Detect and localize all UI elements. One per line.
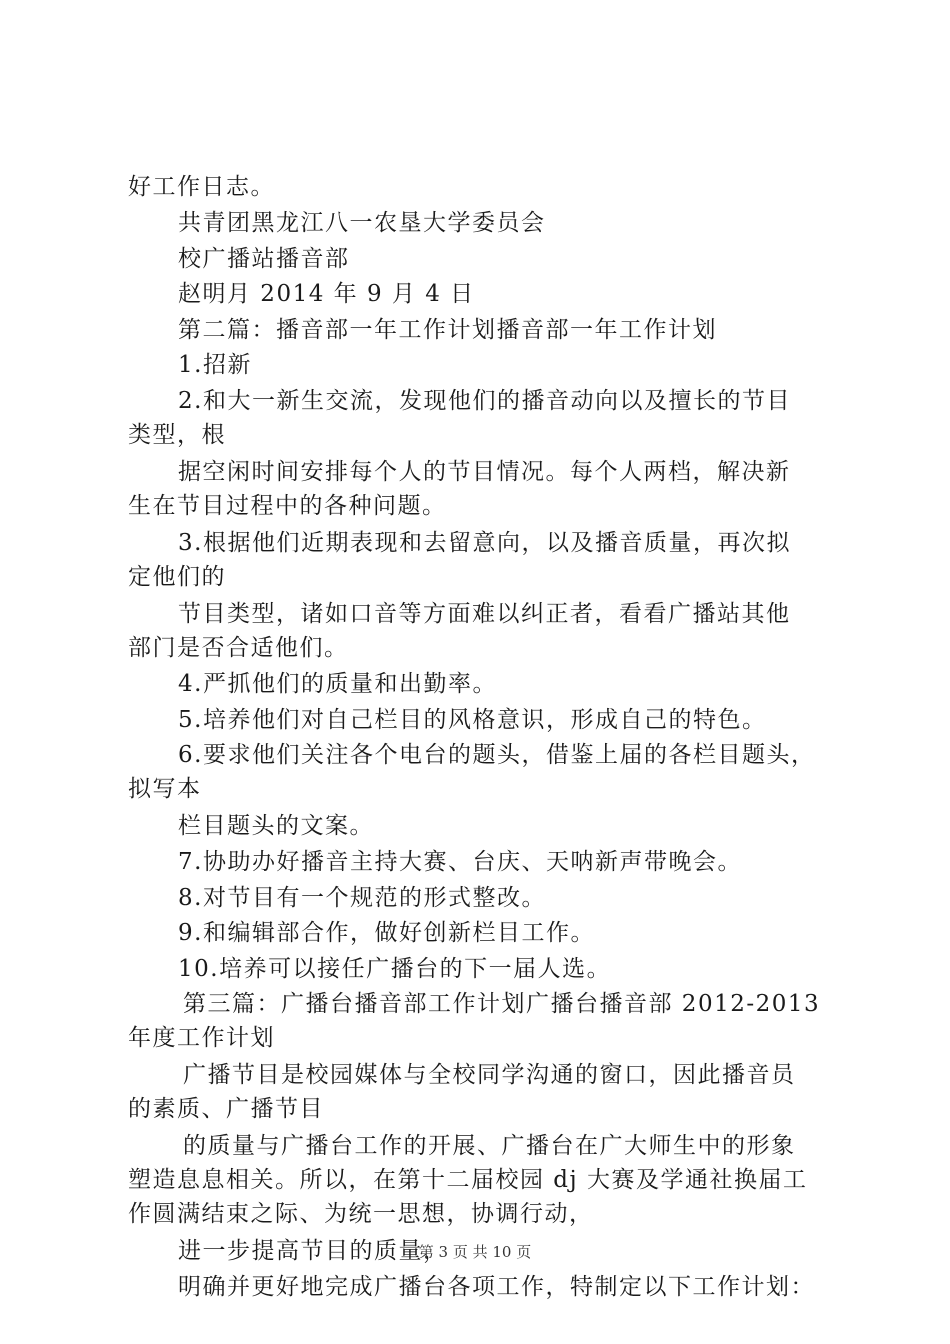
text-line: 3.根据他们近期表现和去留意向，以及播音质量，再次拟 [178,530,791,556]
text-line: 节目类型，诸如口音等方面难以纠正者，看看广播站其他 [178,601,791,627]
text-line: 1.招新 [178,352,252,378]
text-line: 赵明月 2014 年 9 月 4 日 [178,281,475,307]
text-line: 好工作日志。 [128,174,275,200]
text-line: 据空闲时间安排每个人的节目情况。每个人两档，解决新 [178,459,791,485]
text-line: 7.协助办好播音主持大赛、台庆、天呐新声带晚会。 [178,849,742,875]
text-line: 校广播站播音部 [178,246,350,272]
text-line: 4.严抓他们的质量和出勤率。 [178,671,497,697]
text-line: 栏目题头的文案。 [178,813,374,839]
text-line: 的质量与广播台工作的开展、广播台在广大师生中的形象 [183,1133,796,1159]
text-line: 共青团黑龙江八一农垦大学委员会 [178,210,546,236]
text-line: 的素质、广播节目 [128,1096,324,1122]
text-line: 类型，根 [128,422,226,448]
page-number-footer: 第 3 页 共 10 页 [418,1243,532,1261]
section-heading: 第三篇：广播台播音部工作计划广播台播音部 2012-2013 [183,991,821,1017]
text-line: 年度工作计划 [128,1025,275,1051]
text-line: 10.培养可以接任广播台的下一届人选。 [178,956,612,982]
text-line: 拟写本 [128,776,202,802]
text-line: 进一步提高节目的质量， [178,1238,448,1264]
text-line: 2.和大一新生交流，发现他们的播音动向以及擅长的节目 [178,388,791,414]
text-line: 6.要求他们关注各个电台的题头，借鉴上届的各栏目题头， [178,742,816,768]
text-line: 明确并更好地完成广播台各项工作，特制定以下工作计划： [178,1274,815,1300]
text-line: 8.对节目有一个规范的形式整改。 [178,885,546,911]
section-heading: 第二篇：播音部一年工作计划播音部一年工作计划 [178,317,717,343]
text-line: 作圆满结束之际、为统一思想，协调行动， [128,1201,594,1227]
text-line: 广播节目是校园媒体与全校同学沟通的窗口，因此播音员 [183,1062,796,1088]
text-line: 定他们的 [128,564,226,590]
text-line: 9.和编辑部合作，做好创新栏目工作。 [178,920,595,946]
text-line: 生在节目过程中的各种问题。 [128,493,447,519]
text-line: 塑造息息相关。所以，在第十二届校园 dj 大赛及学通社换届工 [128,1167,808,1193]
text-line: 部门是否合适他们。 [128,635,349,661]
text-line: 5.培养他们对自己栏目的风格意识，形成自己的特色。 [178,707,767,733]
